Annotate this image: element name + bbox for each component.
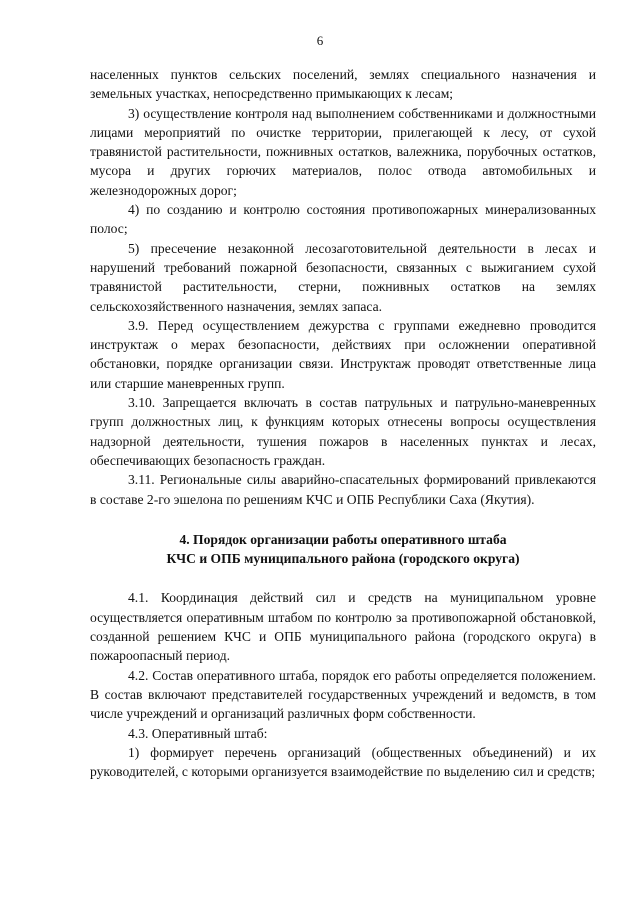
paragraph-continuation: населенных пунктов сельских поселений, землях специального назначения и земельных участках, непосредственно примыкающих к лесам; — [90, 67, 596, 102]
section-gap-top — [90, 509, 596, 530]
paragraph-3-10: 3.10. Запрещается включать в состав патрульных и патрульно-маневренных групп должностных лиц, к функциям которых отнесены вопросы осуществления надзорной деятельности, тушения пожаров в населенных пунктах и лесах, обеспечивающих безопасность граждан. — [90, 395, 596, 468]
section-heading-line-2: КЧС и ОПБ муниципального района (городского округа) — [166, 551, 520, 567]
paragraph-4-2: 4.2. Состав оперативного штаба, порядок его работы определяется положением. В состав включают представителей государственных учреждений и ведомств, в том числе учреждений и организаций различных форм собственности. — [90, 667, 596, 722]
paragraph-item-3: 3) осуществление контроля над выполнением собственниками и должностными лицами мероприятий по очистке территории, прилегающей к лесу, от сухой травянистой растительности, пожнивных остатков, валежника, порубочных остатков, мусора и других горючих материалов, полос отвода автомобильных и железнодорожных дорог; — [90, 105, 596, 198]
paragraph-3-9: 3.9. Перед осуществлением дежурства с группами ежедневно проводится инструктаж о мерах безопасности, действиях при осложнении оперативной обстановки, порядке организации связи. Инструктаж проводят ответственные лица или старшие маневренных групп. — [90, 317, 596, 391]
paragraph-item-5: 5) пресечение незаконной лесозаготовительной деятельности в лесах и нарушений требований пожарной безопасности, связанных с выжиганием сухой травянистой растительности, стерни, пожнивных остатков на землях сельскохозяйственного назначения, землях запаса. — [90, 240, 596, 314]
section-gap-bottom — [90, 568, 596, 588]
paragraph-4-1: 4.1. Координация действий сил и средств на муниципальном уровне осуществляется оперативным штабом по контролю за противопожарной обстановкой, созданной решением КЧС и ОПБ муниципального района (городского округа) в пожароопасный период. — [90, 590, 596, 664]
paragraph-3-11: 3.11. Региональные силы аварийно-спасательных формирований привлекаются в составе 2-го эшелона по решениям КЧС и ОПБ Республики Саха (Якутия). — [90, 472, 596, 507]
page-number: 6 — [316, 33, 324, 48]
section-heading-line-1: 4. Порядок организации работы оперативного штаба — [179, 531, 507, 547]
paragraph-item-4: 4) по созданию и контролю состояния противопожарных минерализованных полос; — [90, 202, 596, 237]
paragraph-4-3-item-1: 1) формирует перечень организаций (общественных объединений) и их руководителей, с которыми организуется взаимодействие по выделению сил и средств; — [90, 744, 596, 780]
paragraph-4-3: 4.3. Оперативный штаб: — [128, 725, 268, 741]
document-body — [90, 65, 596, 781]
